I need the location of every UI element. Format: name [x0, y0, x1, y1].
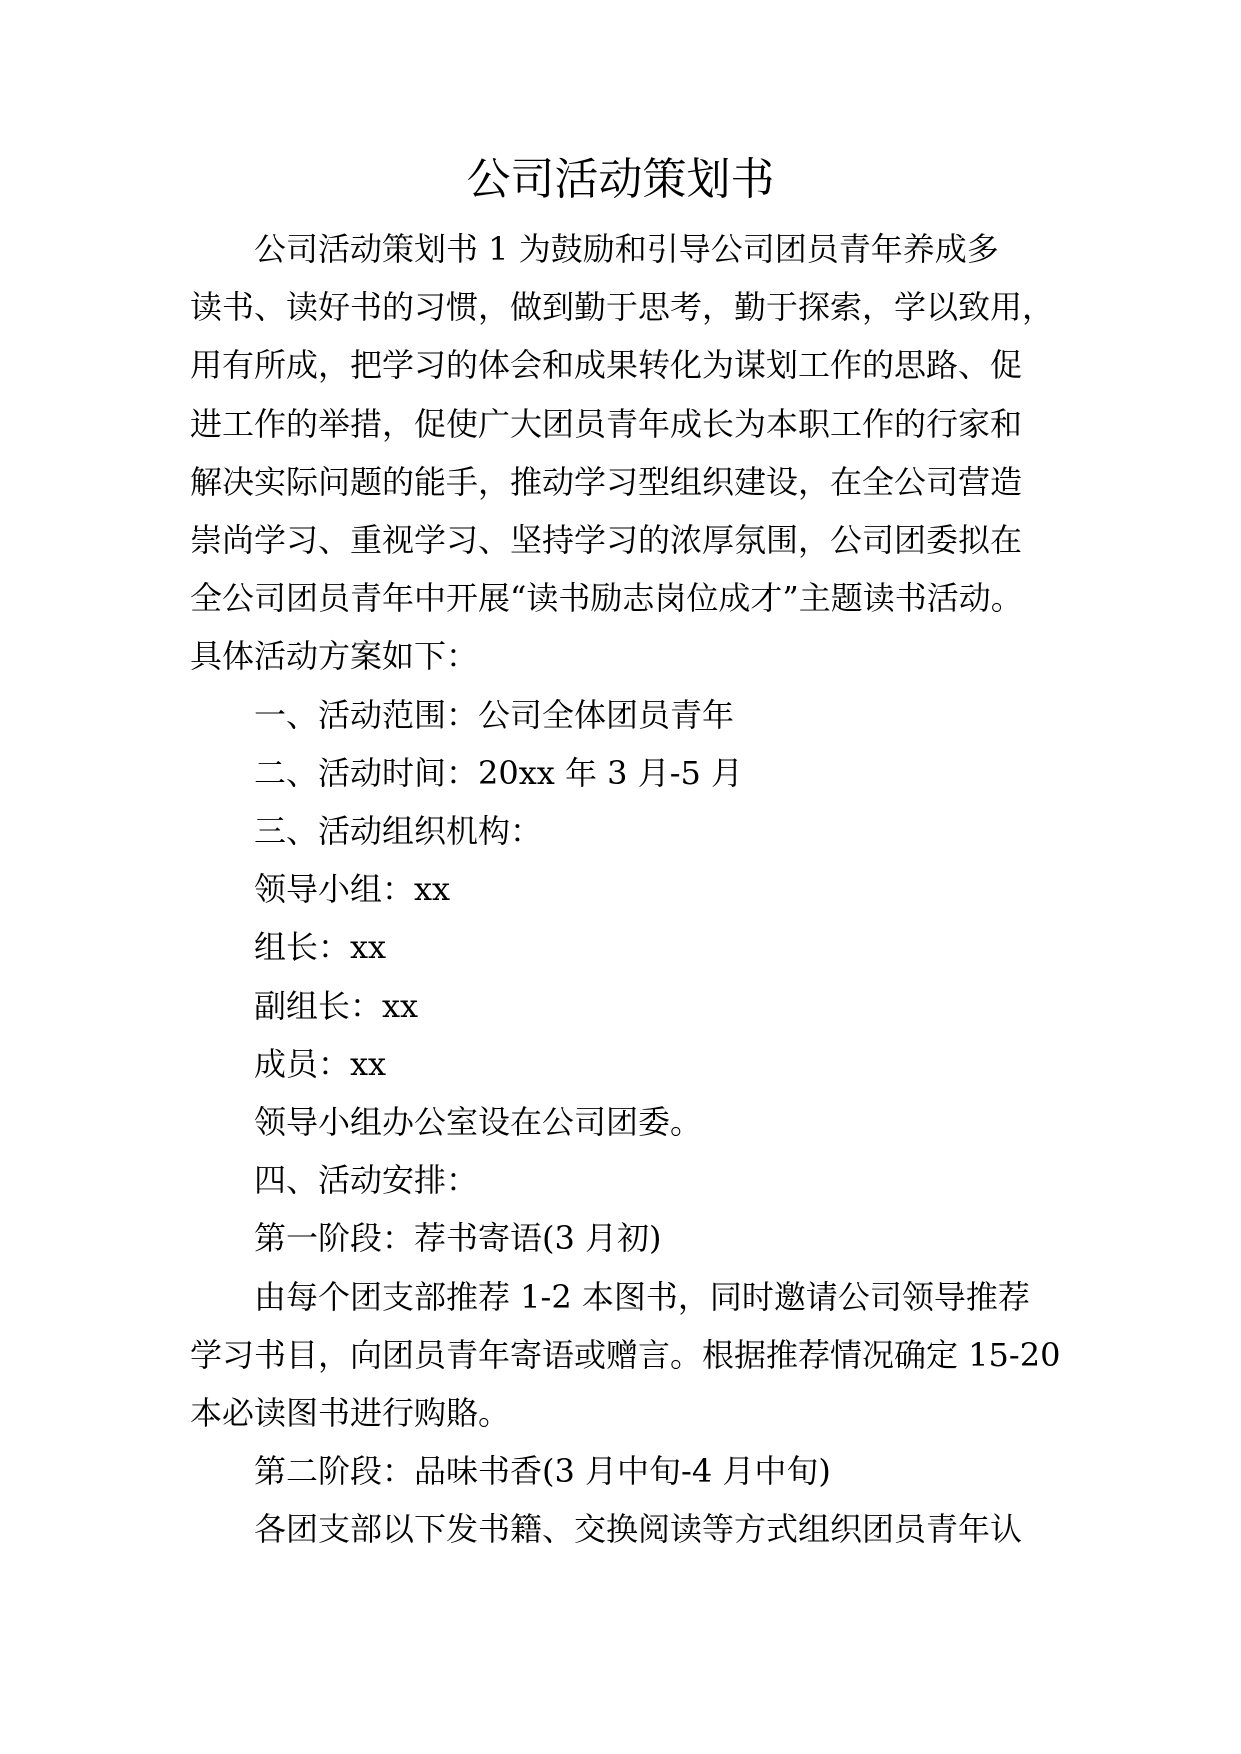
- intro-line: 用有所成，把学习的体会和成果转化为谋划工作的思路、促: [190, 346, 1023, 385]
- group-leader: 组长：xx: [254, 928, 387, 967]
- intro-line: 读书、读好书的习惯，做到勤于思考，勤于探索，学以致用，: [190, 288, 1055, 327]
- section-time: 二、活动时间：20xx 年 3 月-5 月: [254, 753, 744, 792]
- intro-line: 进工作的举措，促使广大团员青年成长为本职工作的行家和: [190, 404, 1023, 443]
- stage2-title: 第二阶段：品味书香(3 月中旬-4 月中旬): [254, 1452, 831, 1491]
- stage2-line: 各团支部以下发书籍、交换阅读等方式组织团员青年认: [254, 1510, 1023, 1549]
- stage1-line: 由每个团支部推荐 1-2 本图书，同时邀请公司领导推荐: [254, 1277, 1030, 1316]
- intro-line: 解决实际问题的能手，推动学习型组织建设，在全公司营造: [190, 462, 1023, 501]
- leader-group: 领导小组：xx: [254, 870, 451, 909]
- intro-line: 公司活动策划书 1 为鼓励和引导公司团员青年养成多: [254, 230, 999, 268]
- intro-line: 崇尚学习、重视学习、坚持学习的浓厚氛围，公司团委拟在: [190, 521, 1023, 560]
- document-title: 公司活动策划书: [466, 154, 775, 205]
- deputy-leader: 副组长：xx: [254, 986, 419, 1025]
- section-arrangement: 四、活动安排：: [254, 1161, 479, 1200]
- office-note: 领导小组办公室设在公司团委。: [254, 1103, 703, 1142]
- stage2-paragraph: [190, 1500, 1054, 1558]
- stage1-title: 第一阶段：荐书寄语(3 月初): [254, 1219, 662, 1258]
- intro-line: 具体活动方案如下：: [190, 637, 479, 676]
- section-organization: 三、活动组织机构：: [254, 812, 543, 851]
- stage1-line: 学习书目，向团员青年寄语或赠言。根据推荐情况确定 15-20: [190, 1335, 1061, 1374]
- intro-line: 全公司团员青年中开展“读书励志岗位成才”主题读书活动。: [190, 579, 1023, 618]
- stage1-paragraph: [190, 1268, 1061, 1443]
- stage1-line: 本必读图书进行购賂。: [190, 1394, 511, 1433]
- document-body: [190, 220, 1061, 1559]
- intro-paragraph: [190, 220, 1054, 686]
- section-scope: 一、活动范围：公司全体团员青年: [254, 695, 735, 734]
- members: 成员：xx: [254, 1044, 387, 1083]
